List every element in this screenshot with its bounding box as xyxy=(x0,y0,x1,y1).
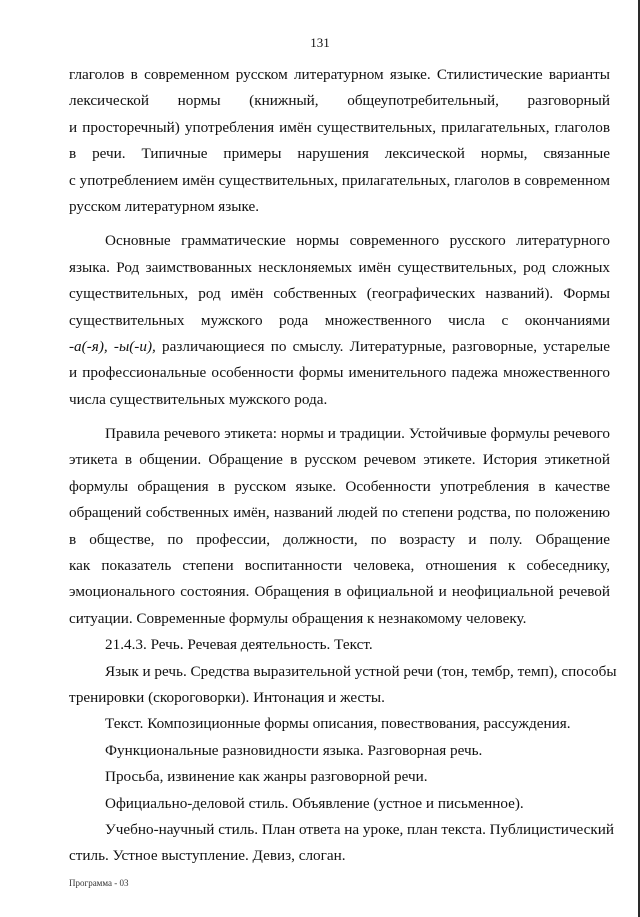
text-line: существительных мужского рода множественного числа с окончаниями xyxy=(69,311,610,329)
text-line: Официально-деловой стиль. Объявление (устное и письменное). xyxy=(105,794,524,812)
text-line: и профессиональные особенности формы именительного падежа множественного xyxy=(69,364,610,382)
text-line: как показатель степени воспитанности человека, отношения к собеседнику, xyxy=(69,557,610,575)
text-line: с употреблением имён существительных, прилагательных, глаголов в современном xyxy=(69,171,610,189)
text-line: эмоционального состояния. Обращения в официальной и неофициальной речевой xyxy=(69,583,610,601)
text-line: в речи. Типичные примеры нарушения лексической нормы, связанные xyxy=(69,145,610,163)
text-line: числа существительных мужского рода. xyxy=(69,390,328,408)
text-line: Функциональные разновидности языка. Разговорная речь. xyxy=(105,741,483,759)
text-line: Правила речевого этикета: нормы и традиции. Устойчивые формулы речевого xyxy=(105,425,610,443)
text-line: Текст. Композиционные формы описания, повествования, рассуждения. xyxy=(105,715,571,733)
section-heading-speech xyxy=(69,632,610,658)
text-line: Просьба, извинение как жанры разговорной речи. xyxy=(105,768,428,786)
body-text xyxy=(69,62,617,870)
noun-endings: -а(-я), -ы(-и), xyxy=(69,337,156,355)
text-line: лексической нормы (книжный, общеупотребительный, разговорный xyxy=(69,92,610,110)
text-line: тренировки (скороговорки). Интонация и жесты. xyxy=(69,688,385,706)
paragraph-functional-varieties xyxy=(69,738,610,764)
text-line: Основные грамматические нормы современного русского литературного xyxy=(105,232,610,250)
text-line: Язык и речь. Средства выразительной устной речи (тон, тембр, темп), способы xyxy=(105,662,617,680)
paragraph-lexical-norms xyxy=(69,62,610,220)
text-line: глаголов в современном русском литературном языке. Стилистические варианты xyxy=(69,66,610,83)
paragraph-language-and-speech xyxy=(69,659,617,712)
text-line: Учебно-научный стиль. План ответа на уроке, план текста. Публицистический xyxy=(105,820,614,838)
text-line: русском литературном языке. xyxy=(69,197,260,215)
text-line-with-endings: -а(-я), -ы(-и), различающиеся по смыслу. Литературные, разговорные, устарелые xyxy=(69,337,610,355)
text-line: в обществе, по профессии, должности, по возрасту и полу. Обращение xyxy=(69,530,610,548)
text-line: и просторечный) употребления имён существительных, прилагательных, глаголов xyxy=(69,118,610,136)
paragraph-request-apology xyxy=(69,764,610,790)
paragraph-official-style xyxy=(69,791,610,817)
paragraph-speech-etiquette xyxy=(69,421,610,632)
text-line: 21.4.3. Речь. Речевая деятельность. Текст. xyxy=(105,636,373,654)
text-line: обращений собственных имён, названий людей по степени родства, по положению xyxy=(69,504,610,522)
paragraph-scientific-style xyxy=(69,817,614,870)
text-line: стиль. Устное выступление. Девиз, слоган. xyxy=(69,847,346,865)
text-line: формулы обращения в русском языке. Особенности употребления в качестве xyxy=(69,477,610,495)
paragraph-text-forms xyxy=(69,711,610,737)
footer-program-label: Программа - 03 xyxy=(69,878,129,888)
text-line: существительных, род имён собственных (географических названий). Формы xyxy=(69,285,610,303)
text-line: ситуации. Современные формулы обращения к незнакомому человеку. xyxy=(69,609,527,627)
page-number: 131 xyxy=(310,35,330,50)
text-line: этикета в общении. Обращение в русском речевом этикете. История этикетной xyxy=(69,451,610,469)
paragraph-grammar-norms xyxy=(69,228,610,413)
text-line: языка. Род заимствованных несклоняемых имён существительных, род сложных xyxy=(69,258,610,276)
